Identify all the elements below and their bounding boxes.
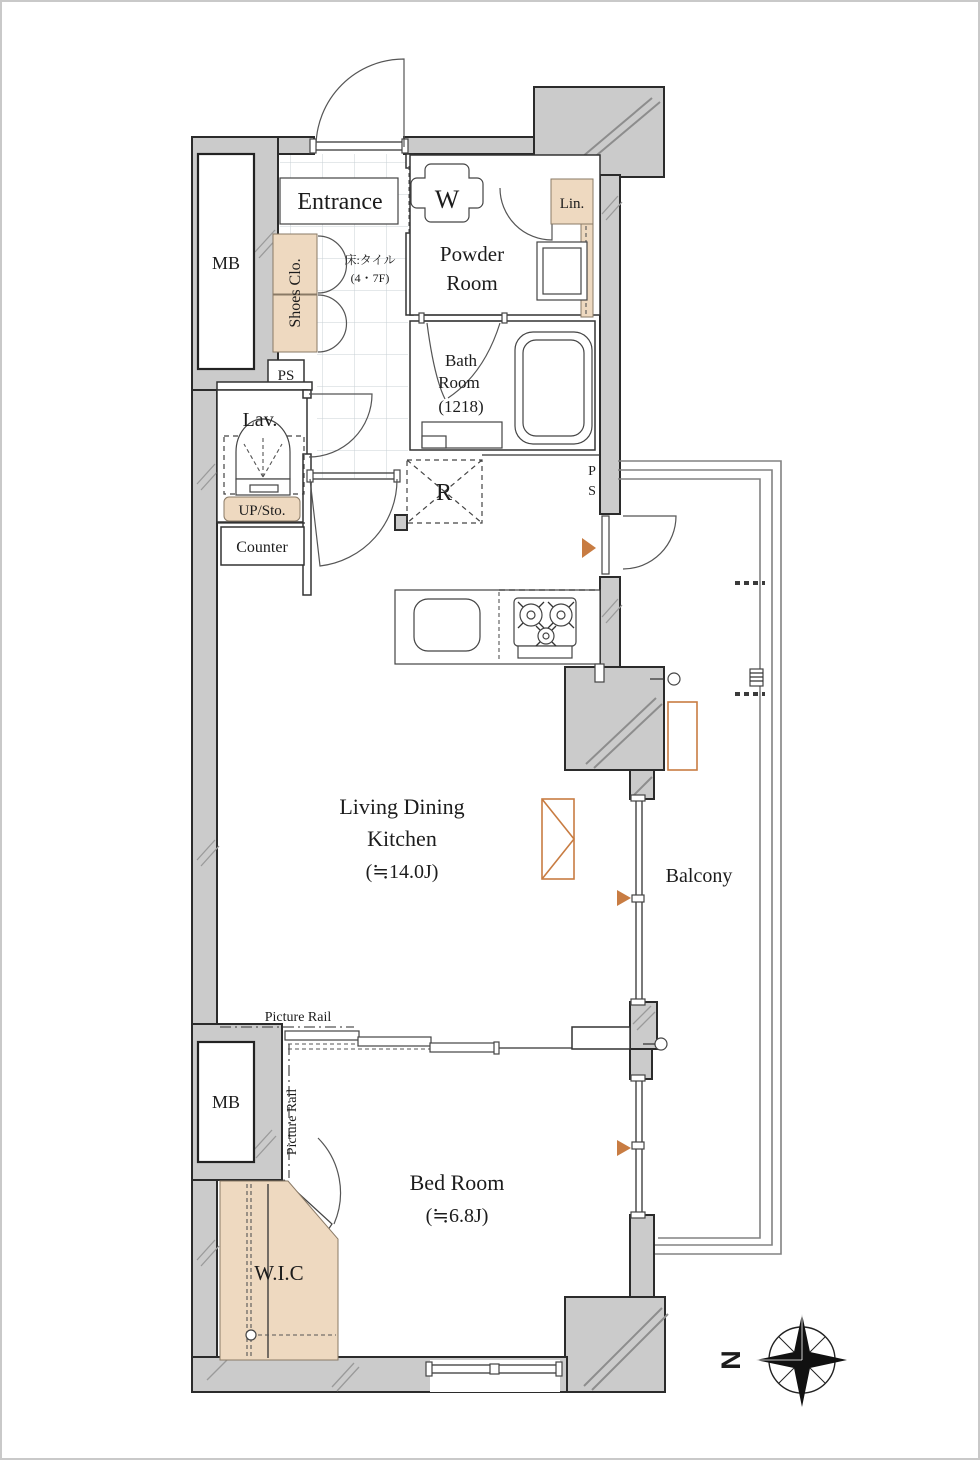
bedroom-south-window [426, 1360, 562, 1392]
label-linen: Lin. [559, 196, 585, 212]
balcony-hose-bib-2 [655, 1038, 667, 1050]
column-mid-right [565, 667, 664, 770]
label-ps-right-1: P [588, 464, 596, 479]
label-up-storage: UP/Sto. [238, 503, 286, 519]
ldk-door [307, 470, 400, 566]
label-ldk-3: (≒14.0J) [365, 861, 439, 883]
bedroom-balcony-window [631, 1075, 645, 1218]
balcony-hose-bib [668, 673, 680, 685]
column-bottom-right [565, 1297, 665, 1392]
label-washer: W [434, 185, 460, 214]
label-powder-2: Room [446, 271, 498, 295]
label-wic: W.I.C [254, 1261, 304, 1285]
washbasin [537, 242, 587, 300]
balcony-door [602, 516, 676, 574]
label-bath-1: Bath [444, 351, 478, 370]
shutter-box [542, 799, 574, 879]
sliding-panel-2 [358, 1037, 431, 1046]
bathtub [515, 332, 592, 444]
compass-north-label: N [716, 1350, 746, 1370]
sliding-panel-1 [285, 1031, 359, 1040]
label-balcony: Balcony [665, 865, 733, 887]
label-bedroom-2: (≒6.8J) [425, 1205, 489, 1227]
label-bedroom-1: Bed Room [409, 1170, 505, 1195]
wall-window-block [630, 1002, 657, 1049]
label-ldk-2: Kitchen [367, 826, 437, 851]
entry-arrow-ldk [617, 890, 631, 906]
wall-stub-r [395, 515, 407, 530]
label-powder-1: Powder [439, 242, 505, 266]
label-bath-2: Room [438, 373, 480, 392]
bath-counter [422, 422, 502, 448]
kitchen-stove [514, 598, 576, 658]
label-shoes-closet: Shoes Clo. [287, 258, 304, 328]
label-lavatory: Lav. [242, 409, 278, 431]
label-floor-note-1: 床:タイル [344, 253, 396, 267]
balcony-details [643, 583, 765, 1050]
label-picture-rail-v: Picture Rail [285, 1088, 300, 1156]
entry-arrow-bedroom [617, 1140, 631, 1156]
label-floor-note-2: (4・7F) [350, 271, 390, 285]
ldk-balcony-window [631, 795, 645, 1005]
label-ps-top: PS [277, 368, 295, 384]
kitchen-sink [414, 599, 480, 651]
wall-below-window [630, 1215, 654, 1297]
entrance-door [310, 59, 408, 153]
label-refrigerator: R [435, 480, 453, 506]
label-bath-3: (1218) [438, 397, 484, 416]
label-entrance: Entrance [297, 189, 383, 215]
wall-right-arm [600, 175, 620, 514]
partition-wall-right [572, 1027, 630, 1049]
label-ldk-1: Living Dining [339, 794, 465, 819]
label-mb-top: MB [211, 253, 241, 273]
entry-arrow-hall [582, 538, 596, 558]
label-counter: Counter [236, 539, 288, 556]
compass-star [756, 1314, 847, 1407]
label-picture-rail-h: Picture Rail [264, 1010, 332, 1025]
label-mb-bottom: MB [211, 1092, 241, 1112]
ac-unit-space [668, 702, 697, 770]
compass [716, 1314, 847, 1407]
wall-right-arm-lower [600, 577, 620, 669]
sliding-panel-3 [430, 1043, 496, 1052]
wall-top-right [404, 137, 549, 154]
label-ps-right-2: S [588, 484, 596, 499]
